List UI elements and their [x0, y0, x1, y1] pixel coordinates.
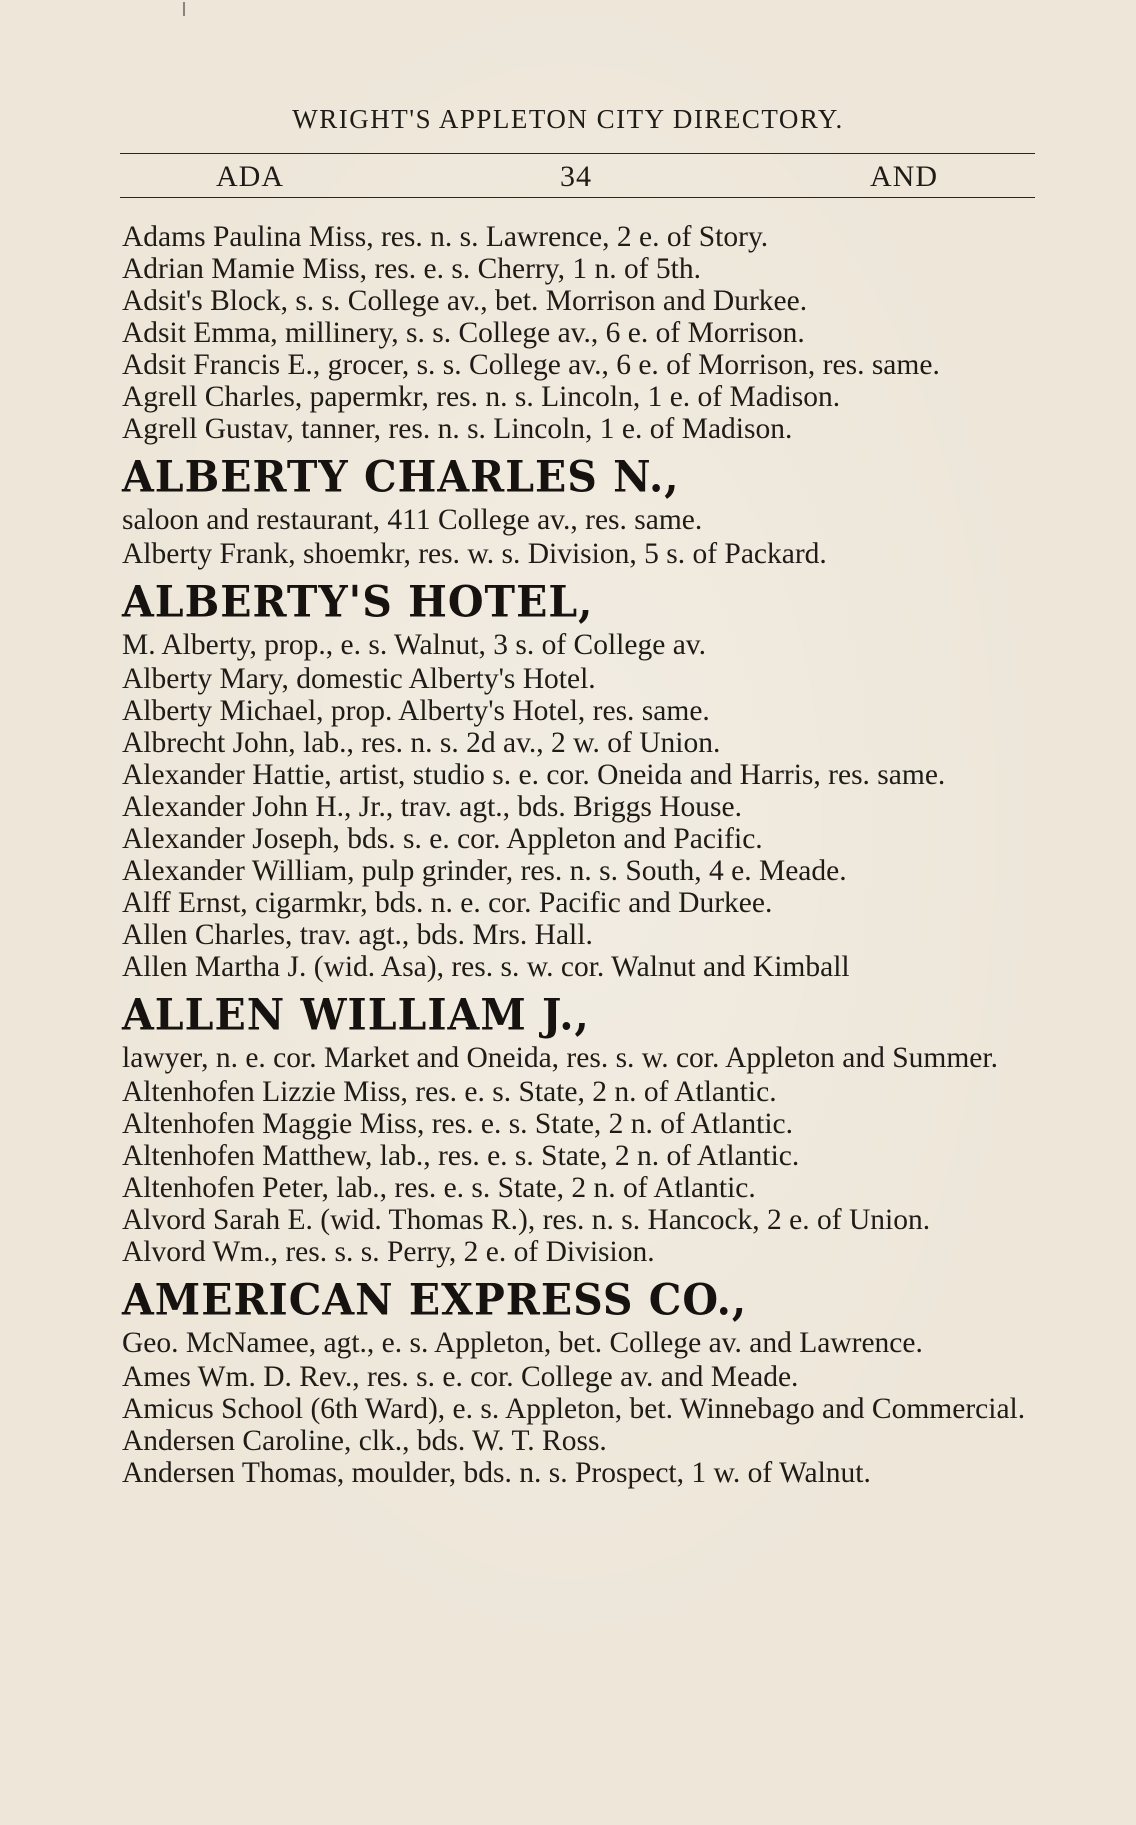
directory-entry: Alberty Michael, prop. Alberty's Hotel, res. same. [122, 695, 710, 727]
directory-entry: Amicus School (6th Ward), e. s. Appleton, bet. Winnebago and Commercial. [122, 1393, 1026, 1425]
directory-entry: Alff Ernst, cigarmkr, bds. n. e. cor. Pacific and Durkee. [122, 887, 773, 919]
directory-entry: Allen Charles, trav. agt., bds. Mrs. Hall. [122, 919, 593, 951]
page-number: 34 [560, 160, 592, 193]
directory-entry: Adams Paulina Miss, res. n. s. Lawrence, 2 e. of Story. [122, 221, 769, 253]
directory-entry: Alexander Joseph, bds. s. e. cor. Appleton and Pacific. [122, 823, 763, 855]
bold-listing [122, 451, 1042, 536]
directory-entry: Adsit Francis E., grocer, s. s. College av., 6 e. of Morrison, res. same. [122, 349, 940, 381]
directory-entry: Agrell Charles, papermkr, res. n. s. Lincoln, 1 e. of Madison. [122, 381, 841, 413]
directory-entries [122, 221, 1042, 1489]
directory-entry: Agrell Gustav, tanner, res. n. s. Lincoln, 1 e. of Madison. [122, 413, 793, 445]
guide-word-right: AND [870, 160, 938, 193]
bold-listing-detail: lawyer, n. e. cor. Market and Oneida, res. s. w. cor. Appleton and Summer. [122, 1042, 998, 1074]
directory-entry: Altenhofen Peter, lab., res. e. s. State, 2 n. of Atlantic. [122, 1172, 756, 1204]
bold-listing-name: ALBERTY CHARLES N., [122, 451, 680, 502]
directory-entry: Ames Wm. D. Rev., res. s. e. cor. College av. and Meade. [122, 1361, 799, 1393]
directory-entry: Altenhofen Maggie Miss, res. e. s. State, 2 n. of Atlantic. [122, 1108, 794, 1140]
bold-listing-detail: Geo. McNamee, agt., e. s. Appleton, bet. College av. and Lawrence. [122, 1327, 923, 1359]
bold-listing-name: AMERICAN EXPRESS CO., [122, 1274, 748, 1325]
directory-entry: Adrian Mamie Miss, res. e. s. Cherry, 1 n. of 5th. [122, 253, 701, 285]
directory-entry: Alexander John H., Jr., trav. agt., bds. Briggs House. [122, 791, 742, 823]
directory-entry: Albrecht John, lab., res. n. s. 2d av., 2 w. of Union. [122, 727, 721, 759]
bold-listing-name: ALLEN WILLIAM J., [122, 989, 590, 1040]
running-title: WRIGHT'S APPLETON CITY DIRECTORY. [292, 104, 844, 134]
directory-entry: Alvord Wm., res. s. s. Perry, 2 e. of Division. [122, 1236, 655, 1268]
header-rule-bottom [120, 197, 1035, 198]
margin-mark [183, 2, 185, 16]
directory-entry: Adsit Emma, millinery, s. s. College av., 6 e. of Morrison. [122, 317, 805, 349]
bold-listing [122, 576, 1042, 661]
directory-entry: Alberty Mary, domestic Alberty's Hotel. [122, 663, 596, 695]
directory-entry: Altenhofen Lizzie Miss, res. e. s. State, 2 n. of Atlantic. [122, 1076, 777, 1108]
directory-entry: Alexander William, pulp grinder, res. n. s. South, 4 e. Meade. [122, 855, 847, 887]
bold-listing [122, 1274, 1042, 1359]
directory-entry: Alexander Hattie, artist, studio s. e. cor. Oneida and Harris, res. same. [122, 759, 946, 791]
directory-entry: Andersen Thomas, moulder, bds. n. s. Prospect, 1 w. of Walnut. [122, 1457, 871, 1489]
directory-entry: Andersen Caroline, clk., bds. W. T. Ross. [122, 1425, 607, 1457]
header-rule-top [120, 153, 1035, 154]
directory-entry: Adsit's Block, s. s. College av., bet. Morrison and Durkee. [122, 285, 808, 317]
directory-entry: Altenhofen Matthew, lab., res. e. s. State, 2 n. of Atlantic. [122, 1140, 800, 1172]
guide-word-left: ADA [216, 160, 284, 193]
bold-listing [122, 989, 1042, 1074]
bold-listing-detail: saloon and restaurant, 411 College av., res. same. [122, 504, 703, 536]
bold-listing-name: ALBERTY'S HOTEL, [122, 576, 594, 627]
directory-entry: Alberty Frank, shoemkr, res. w. s. Division, 5 s. of Packard. [122, 538, 827, 570]
directory-entry: Allen Martha J. (wid. Asa), res. s. w. cor. Walnut and Kimball [122, 951, 850, 983]
directory-entry: Alvord Sarah E. (wid. Thomas R.), res. n. s. Hancock, 2 e. of Union. [122, 1204, 931, 1236]
bold-listing-detail: M. Alberty, prop., e. s. Walnut, 3 s. of College av. [122, 629, 706, 661]
